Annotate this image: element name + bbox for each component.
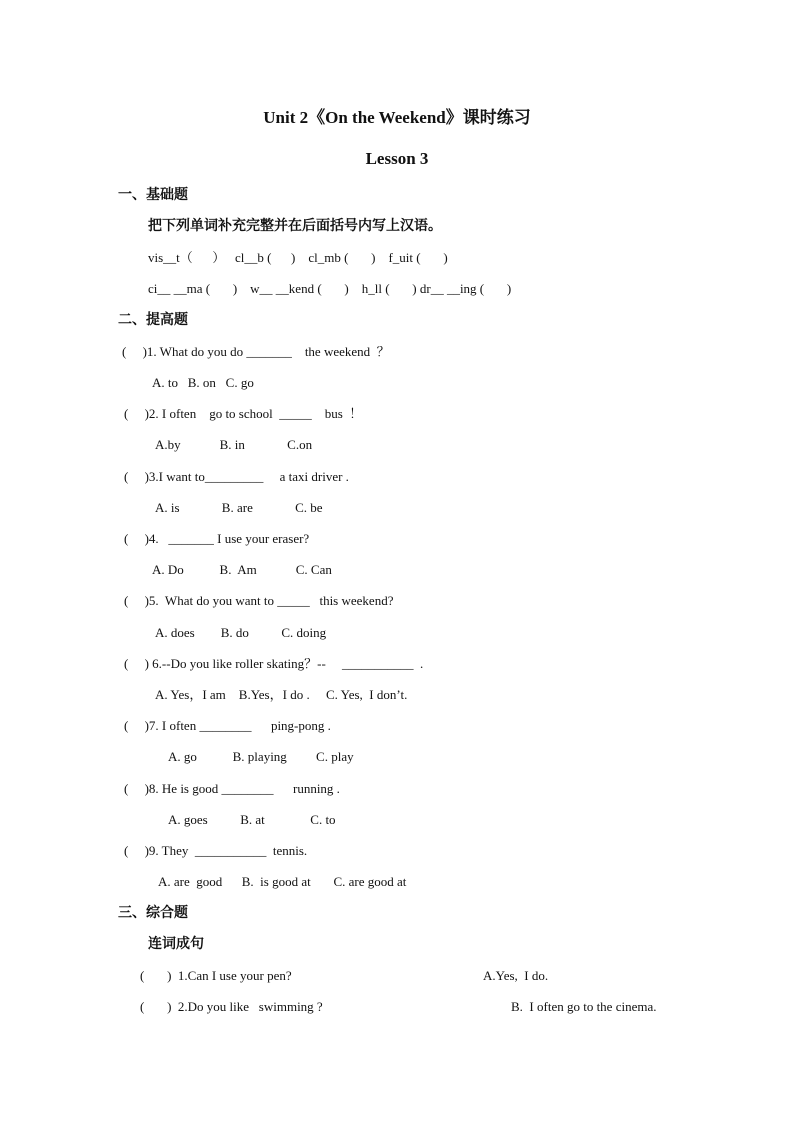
question-options: A.by B. in C.on [155,437,313,452]
question-options: A. goes B. at C. to [168,812,336,827]
word-line-1: vis__t（ ） cl__b ( ) cl_mb ( ) f_uit ( ) [148,250,448,265]
word-line-2: ci__ __ma ( ) w__ __kend ( ) h_ll ( ) dr__ __ing ( ) [148,281,512,296]
question-stem: ( )5. What do you want to _____ this weekend? [124,593,394,608]
question-options: A. Do B. Am C. Can [152,562,332,577]
question-stem: ( )8. He is good ________ running . [124,781,340,796]
question-options: A. are good B. is good at C. are good at [158,874,407,889]
question-stem: ( )3.I want to_________ a taxi driver . [124,469,349,484]
question-stem: ( )7. I often ________ ping-pong . [124,718,331,733]
question-stem: ( )9. They ___________ tennis. [124,843,308,858]
question-options: A. go B. playing C. play [168,749,354,764]
section-3-heading: 三、综合题 [118,906,188,921]
question-stem: ( )4. _______ I use your eraser? [124,531,310,546]
question-options: A. to B. on C. go [152,375,254,390]
question-options: A. is B. are C. be [155,500,323,515]
page-subtitle: Lesson 3 [365,149,429,168]
question-stem: ( ) 6.--Do you like roller skating？-- ___________ . [124,656,424,671]
match-right-item: A.Yes, I do. [483,968,549,983]
match-left-item: ( ) 2.Do you like swimming ? [140,999,323,1014]
match-left-item: ( ) 1.Can I use your pen? [140,968,292,983]
section-1-heading: 一、基础题 [118,188,188,203]
question-options: A. Yes，I am B.Yes，I do . C. Yes, I don’t. [155,687,408,702]
question-stem: ( )1. What do you do _______ the weekend ？ [122,344,390,359]
question-options: A. does B. do C. doing [155,625,327,640]
section-2-heading: 二、提高题 [118,313,188,328]
match-right-item: B. I often go to the cinema. [511,999,657,1014]
page-title: Unit 2《On the Weekend》课时练习 [263,108,531,127]
section-1-instruction: 把下列单词补充完整并在后面括号内写上汉语。 [148,219,442,234]
question-stem: ( )2. I often go to school _____ bus ！ [124,406,363,421]
section-3-subheading: 连词成句 [148,937,204,952]
